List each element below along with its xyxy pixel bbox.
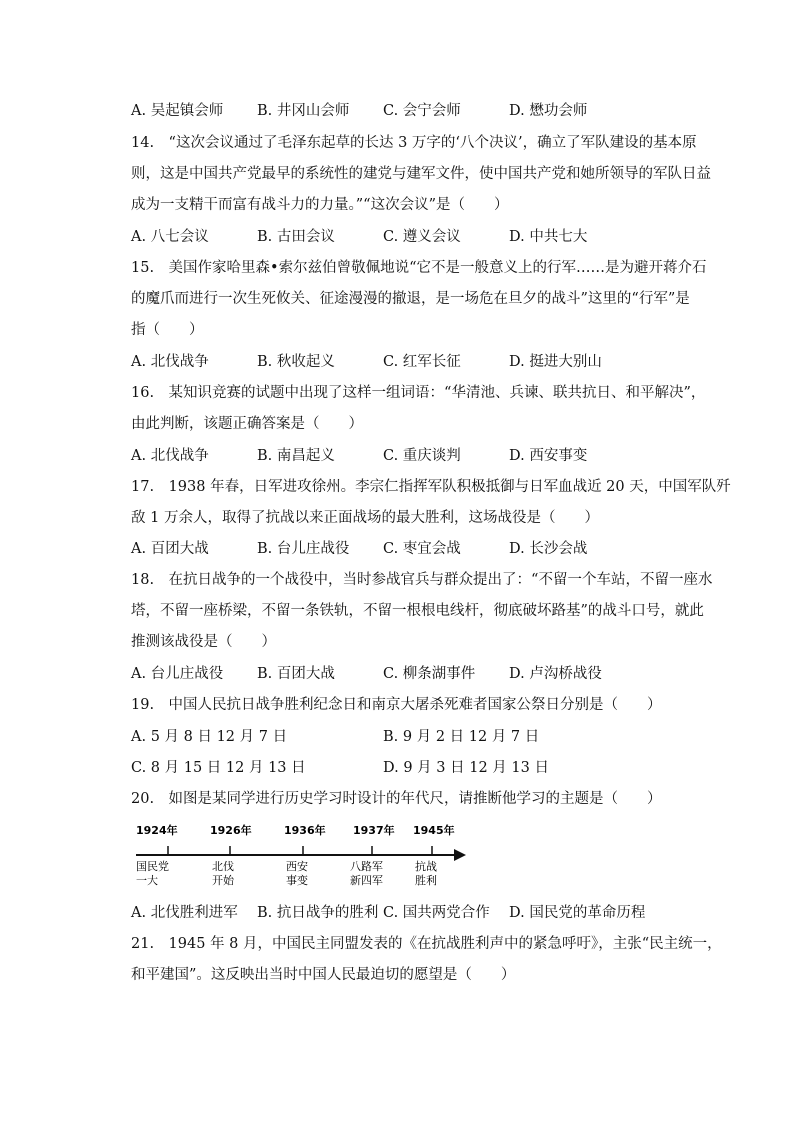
q19-option-c[interactable]: C. 8 月 15 日 12 月 13 日: [131, 760, 306, 776]
q17-option-c[interactable]: C. 枣宜会战: [383, 541, 461, 557]
q18-option-c[interactable]: C. 柳条湖事件: [383, 666, 476, 682]
q20-option-d[interactable]: D. 国民党的革命历程: [509, 905, 646, 921]
q18-stem-line-1: 18. 在抗日战争的一个战役中，当时参战官兵与群众提出了：“不留一个车站，不留一座水: [131, 572, 713, 588]
q20-stem-line-1: 20. 如图是某同学进行历史学习时设计的年代尺，请推断他学习的主题是（ ）: [131, 791, 662, 807]
q14-option-a[interactable]: A. 八七会议: [131, 229, 209, 245]
q13-option-a[interactable]: A. 吴起镇会师: [131, 103, 224, 119]
q17-option-b[interactable]: B. 台儿庄战役: [257, 541, 350, 557]
timeline-year: 1924年: [136, 824, 178, 837]
q14-option-d[interactable]: D. 中共七大: [509, 229, 588, 245]
q18-option-a[interactable]: A. 台儿庄战役: [131, 666, 224, 682]
q18-stem-line-3: 推测该战役是（ ）: [131, 634, 276, 650]
q16-option-c[interactable]: C. 重庆谈判: [383, 448, 461, 464]
q20-option-c[interactable]: C. 国共两党合作: [383, 905, 490, 921]
timeline-year: 1937年: [353, 824, 395, 837]
q20-option-a[interactable]: A. 北伐胜利进军: [131, 905, 238, 921]
q16-option-b[interactable]: B. 南昌起义: [257, 448, 335, 464]
q17-option-a[interactable]: A. 百团大战: [131, 541, 209, 557]
q19-option-b[interactable]: B. 9 月 2 日 12 月 7 日: [383, 729, 540, 745]
q15-stem-line-1: 15. 美国作家哈里森•索尔兹伯曾敬佩地说“它不是一般意义上的行军……是为避开蒋介石: [131, 260, 707, 276]
timeline-arrow-icon: [454, 849, 466, 861]
q16-stem-line-1: 16. 某知识竞赛的试题中出现了这样一组词语：“华清池、兵谏、联共抗日、和平解决”，: [131, 385, 706, 401]
q18-stem-line-2: 塔，不留一座桥梁，不留一条铁轨，不留一根根电线杆，彻底破坏路基”的战斗口号，就此: [131, 603, 704, 619]
q14-option-c[interactable]: C. 遵义会议: [383, 229, 461, 245]
q15-stem-line-2: 的魔爪而进行一次生死攸关、征途漫漫的撤退，是一场危在旦夕的战斗”这里的“行军”是: [131, 291, 690, 307]
q18-option-d[interactable]: D. 卢沟桥战役: [509, 666, 602, 682]
q13-option-c[interactable]: C. 会宁会师: [383, 103, 461, 119]
q14-stem-line-1: 14. “这次会议通过了毛泽东起草的长达 3 万字的‘八个决议’，确立了军队建设的基本原: [131, 135, 697, 151]
q14-option-b[interactable]: B. 古田会议: [257, 229, 335, 245]
timeline-event: 一大: [136, 874, 158, 887]
q15-option-d[interactable]: D. 挺进大别山: [509, 354, 602, 370]
q21-stem-line-1: 21. 1945 年 8 月，中国民主同盟发表的《在抗战胜利声中的紧急呼吁》，主张“民主统一，: [131, 936, 722, 952]
q16-option-d[interactable]: D. 西安事变: [509, 448, 588, 464]
q13-option-d[interactable]: D. 懋功会师: [509, 103, 588, 119]
timeline-event: 新四军: [350, 874, 383, 887]
timeline-event: 国民党: [136, 860, 169, 873]
q20-option-b[interactable]: B. 抗日战争的胜利: [257, 905, 379, 921]
timeline-event: 抗战: [415, 860, 437, 873]
q19-option-a[interactable]: A. 5 月 8 日 12 月 7 日: [131, 729, 288, 745]
timeline-event: 北伐: [212, 860, 234, 873]
timeline-svg: [134, 820, 474, 892]
q15-option-b[interactable]: B. 秋收起义: [257, 354, 335, 370]
q17-stem-line-1: 17. 1938 年春，日军进攻徐州。李宗仁指挥军队积极抵御与日军血战近 20 天，中国军队歼: [131, 479, 731, 495]
q19-option-d[interactable]: D. 9 月 3 日 12 月 13 日: [383, 760, 549, 776]
timeline-year: 1926年: [210, 824, 252, 837]
q21-stem-line-2: 和平建国”。这反映出当时中国人民最迫切的愿望是（ ）: [131, 967, 516, 983]
q15-option-a[interactable]: A. 北伐战争: [131, 354, 209, 370]
timeline-event: 事变: [286, 874, 308, 887]
timeline-event: 胜利: [415, 874, 437, 887]
timeline-ruler: [134, 820, 474, 892]
q13-option-b[interactable]: B. 井冈山会师: [257, 103, 350, 119]
q15-stem-line-3: 指（ ）: [131, 322, 204, 338]
q19-stem-line-1: 19. 中国人民抗日战争胜利纪念日和南京大屠杀死难者国家公祭日分别是（ ）: [131, 697, 662, 713]
q16-stem-line-2: 由此判断，该题正确答案是（ ）: [131, 416, 363, 432]
timeline-year: 1945年: [413, 824, 455, 837]
timeline-event: 八路军: [350, 860, 383, 873]
timeline-event: 西安: [286, 860, 308, 873]
q18-option-b[interactable]: B. 百团大战: [257, 666, 335, 682]
q16-option-a[interactable]: A. 北伐战争: [131, 448, 209, 464]
q14-stem-line-2: 则，这是中国共产党最早的系统性的建党与建军文件，使中国共产党和她所领导的军队日益: [131, 166, 711, 182]
timeline-year: 1936年: [284, 824, 326, 837]
q14-stem-line-3: 成为一支精干而富有战斗力的力量。”“这次会议”是（ ）: [131, 197, 509, 213]
q17-stem-line-2: 敌 1 万余人，取得了抗战以来正面战场的最大胜利，这场战役是（ ）: [131, 510, 599, 526]
timeline-event: 开始: [212, 874, 234, 887]
q15-option-c[interactable]: C. 红军长征: [383, 354, 461, 370]
q17-option-d[interactable]: D. 长沙会战: [509, 541, 588, 557]
